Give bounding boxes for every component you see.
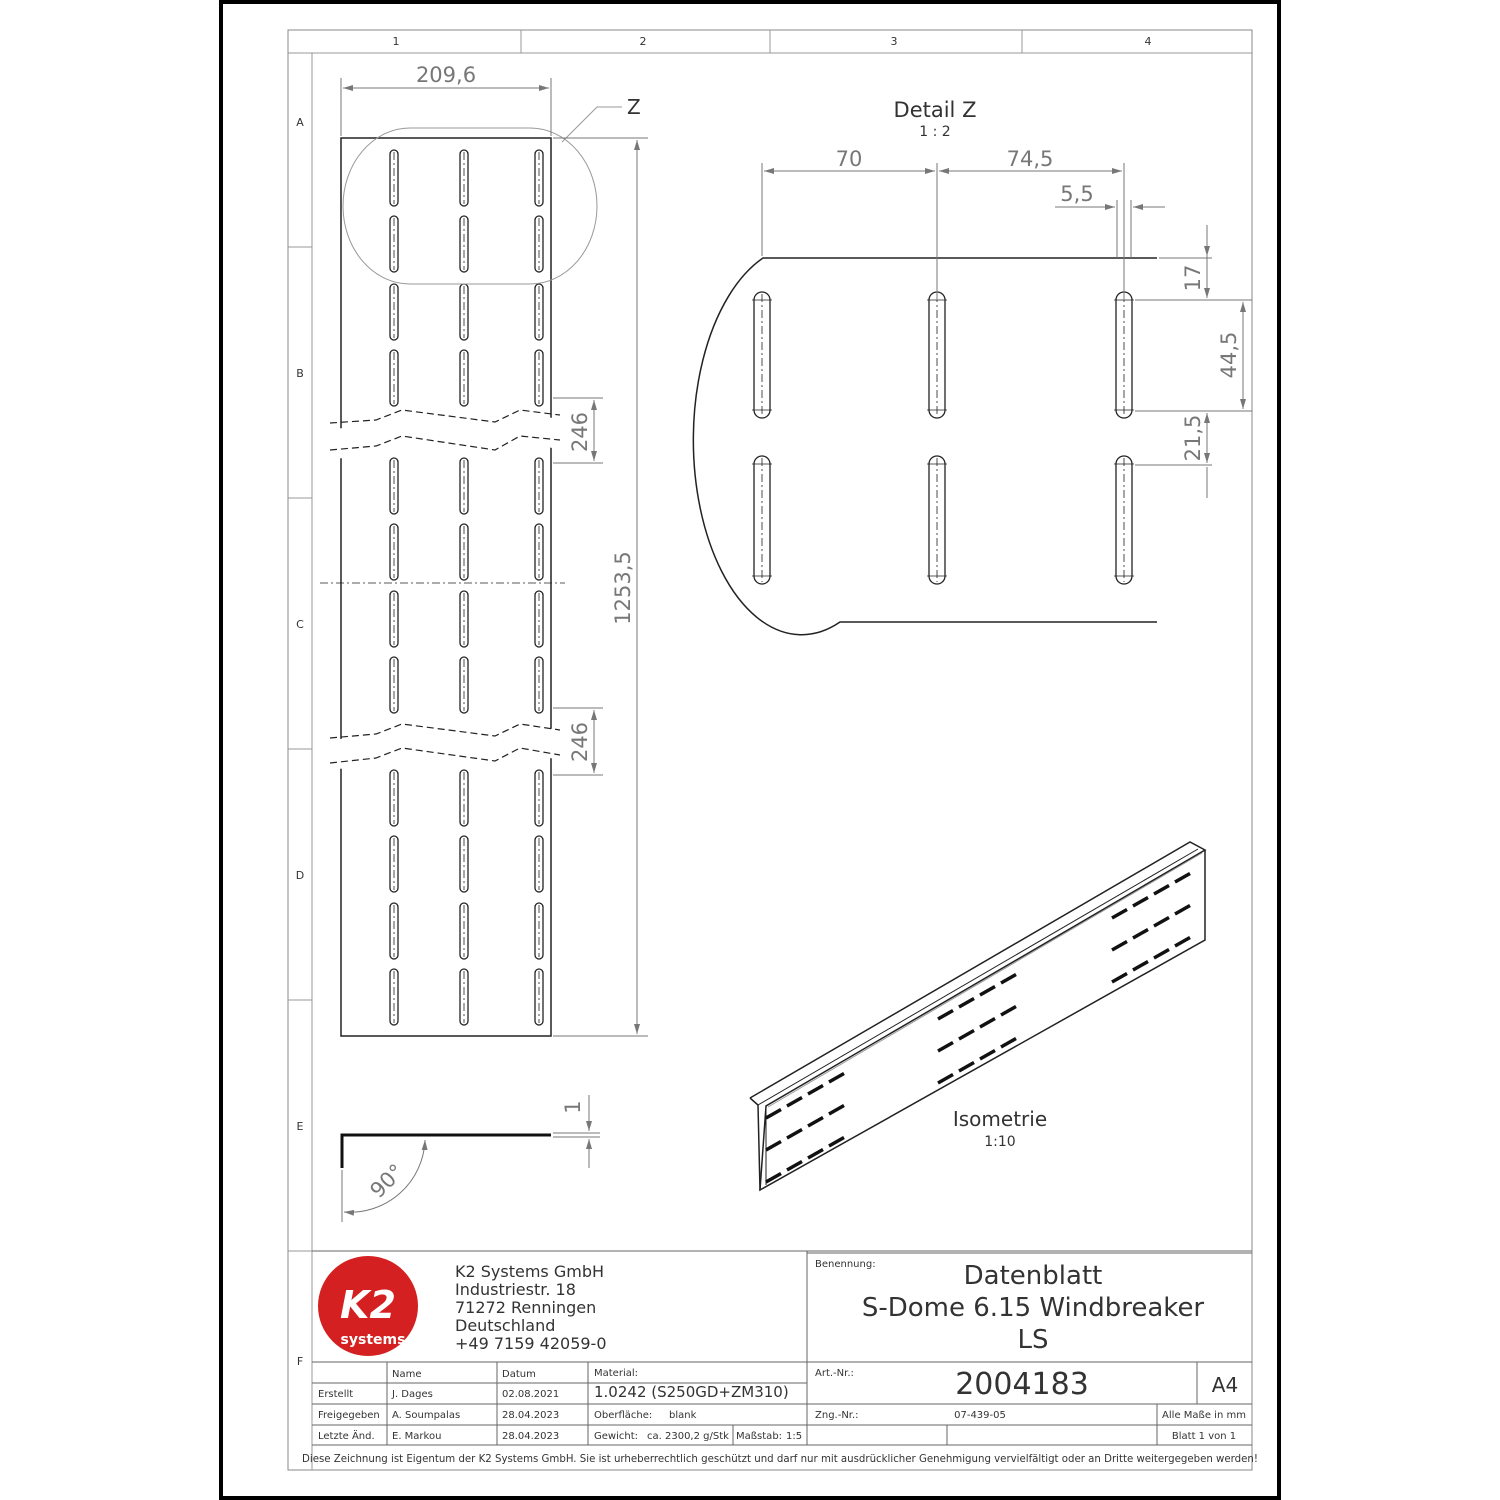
- column-label-4: 4: [1144, 35, 1152, 48]
- slot-r2-c2: [460, 216, 468, 272]
- row-label-erstellt: Erstellt: [318, 1389, 354, 1400]
- company-phone: +49 7159 42059-0: [455, 1334, 607, 1353]
- slot-r3-c3: [535, 284, 543, 340]
- slot-r8-c3: [535, 657, 543, 713]
- slot-r1-c1: [390, 150, 398, 206]
- zng-nr-value: 07-439-05: [954, 1410, 1006, 1421]
- detail-slot-r1-c1: [752, 292, 772, 418]
- slot-r12-c1: [390, 969, 398, 1025]
- sheet-number: Blatt 1 von 1: [1171, 1431, 1237, 1442]
- slot-r11-c3: [535, 903, 543, 959]
- drawing-title-1: Datenblatt: [963, 1261, 1103, 1291]
- row-label-e: E: [296, 1120, 304, 1133]
- dimension-17: 17: [1181, 264, 1205, 292]
- slot-r9-c2: [460, 770, 468, 826]
- thickness-dimension: 1: [561, 1100, 585, 1114]
- row-date-erstellt: 02.08.2021: [502, 1389, 560, 1400]
- row-label-d: D: [295, 869, 305, 882]
- main-view: [320, 63, 648, 1036]
- slot-r2-c1: [390, 216, 398, 272]
- slot-r5-c1: [390, 458, 398, 514]
- paper-format: A4: [1211, 1373, 1239, 1397]
- break-dimension-1: 246: [568, 411, 592, 453]
- slot-r11-c1: [390, 903, 398, 959]
- isometric-title: Isometrie: [952, 1107, 1048, 1131]
- detail-title: Detail Z: [893, 98, 977, 122]
- name-header: Name: [392, 1369, 422, 1380]
- width-dimension: 209,6: [415, 63, 477, 87]
- isometric-view: [750, 842, 1205, 1190]
- row-date-freigegeben: 28.04.2023: [502, 1410, 560, 1421]
- slot-r4-c2: [460, 350, 468, 406]
- massstab-value: 1:5: [786, 1431, 803, 1442]
- slot-r11-c2: [460, 903, 468, 959]
- drawing-title-2: S-Dome 6.15 Windbreaker: [861, 1293, 1205, 1323]
- slot-r9-c3: [535, 770, 543, 826]
- section-view: [342, 1095, 600, 1222]
- row-label-freigegeben: Freigegeben: [318, 1410, 380, 1421]
- slot-r7-c2: [460, 591, 468, 647]
- company-name: K2 Systems GmbH: [455, 1262, 605, 1281]
- detail-slot-r2-c2: [927, 456, 947, 584]
- company-city: 71272 Renningen: [455, 1298, 597, 1317]
- title-block: [302, 1251, 1258, 1465]
- slot-r9-c1: [390, 770, 398, 826]
- slot-r1-c3: [535, 150, 543, 206]
- slot-r5-c3: [535, 458, 543, 514]
- drawing-title-3: LS: [1017, 1325, 1049, 1355]
- massstab-label: Maßstab:: [736, 1431, 783, 1442]
- slot-r3-c1: [390, 284, 398, 340]
- slot-r3-c2: [460, 284, 468, 340]
- slot-r2-c3: [535, 216, 543, 272]
- slot-r6-c2: [460, 524, 468, 580]
- copyright-footer: Diese Zeichnung ist Eigentum der K2 Systems GmbH. Sie ist urheberrechtlich geschützt und darf nur mit ausdrücklicher Genehmigung vervielfältigt oder an Dritte weitergegeben werden!: [302, 1454, 1258, 1465]
- dimension-70: 70: [835, 147, 863, 171]
- slot-r10-c3: [535, 836, 543, 892]
- slot-r10-c1: [390, 836, 398, 892]
- column-label-2: 2: [639, 35, 647, 48]
- column-label-3: 3: [890, 35, 898, 48]
- art-nr-value: 2004183: [955, 1367, 1089, 1402]
- slot-r8-c1: [390, 657, 398, 713]
- detail-z-label: Z: [627, 95, 641, 119]
- dimension-44-5: 44,5: [1217, 331, 1241, 379]
- column-label-1: 1: [392, 35, 400, 48]
- slot-r4-c3: [535, 350, 543, 406]
- dimension-5-5: 5,5: [1060, 182, 1094, 206]
- row-label-a: A: [296, 116, 304, 129]
- slot-r4-c1: [390, 350, 398, 406]
- slot-r6-c1: [390, 524, 398, 580]
- slot-r7-c1: [390, 591, 398, 647]
- oberflaeche-label: Oberfläche:: [594, 1410, 653, 1421]
- slot-r12-c2: [460, 969, 468, 1025]
- zng-nr-label: Zng.-Nr.:: [815, 1410, 859, 1421]
- length-dimension: 1253,5: [611, 551, 635, 625]
- row-label-letzte-aenderung: Letzte Änd.: [318, 1431, 375, 1442]
- detail-scale: 1 : 2: [919, 124, 951, 140]
- material-value: 1.0242 (S250GD+ZM310): [594, 1383, 789, 1401]
- detail-z-boundary: [343, 128, 597, 284]
- detail-slot-r1-c2: [927, 292, 947, 418]
- benennung-label: Benennung:: [815, 1259, 876, 1270]
- detail-slot-r2-c1: [752, 456, 772, 584]
- datum-header: Datum: [502, 1369, 536, 1380]
- material-label: Material:: [594, 1368, 638, 1379]
- row-name-erstellt: J. Dages: [392, 1389, 433, 1400]
- slot-r7-c3: [535, 591, 543, 647]
- row-name-letzte-aenderung: E. Markou: [392, 1431, 442, 1442]
- slot-r10-c2: [460, 836, 468, 892]
- slot-r8-c2: [460, 657, 468, 713]
- company-country: Deutschland: [455, 1316, 556, 1335]
- art-nr-label: Art.-Nr.:: [815, 1368, 854, 1379]
- detail-slot-r2-c3: [1114, 456, 1134, 584]
- logo-subtext: systems: [340, 1332, 406, 1348]
- row-name-freigegeben: A. Soumpalas: [392, 1410, 461, 1421]
- gewicht-value: ca. 2300,2 g/Stk: [647, 1431, 729, 1442]
- k2-systems-logo: [318, 1256, 418, 1356]
- isometric-scale: 1:10: [984, 1134, 1016, 1150]
- row-label-b: B: [296, 367, 304, 380]
- detail-slot-r1-c3: [1114, 292, 1134, 418]
- row-label-f: F: [296, 1355, 304, 1368]
- gewicht-label: Gewicht:: [594, 1431, 638, 1442]
- dimension-21-5: 21,5: [1181, 414, 1205, 462]
- logo-text: K2: [340, 1283, 396, 1327]
- slot-r12-c3: [535, 969, 543, 1025]
- break-dimension-2: 246: [568, 721, 592, 763]
- row-date-letzte-aenderung: 28.04.2023: [502, 1431, 560, 1442]
- slot-r1-c2: [460, 150, 468, 206]
- oberflaeche-value: blank: [669, 1410, 697, 1421]
- row-label-c: C: [296, 618, 304, 631]
- units-note: Alle Maße in mm: [1162, 1410, 1246, 1421]
- slot-r5-c2: [460, 458, 468, 514]
- slot-r6-c3: [535, 524, 543, 580]
- detail-view: [693, 98, 1252, 635]
- angle-dimension: 90°: [365, 1159, 409, 1203]
- company-street: Industriestr. 18: [455, 1280, 576, 1299]
- dimension-74-5: 74,5: [1006, 147, 1054, 171]
